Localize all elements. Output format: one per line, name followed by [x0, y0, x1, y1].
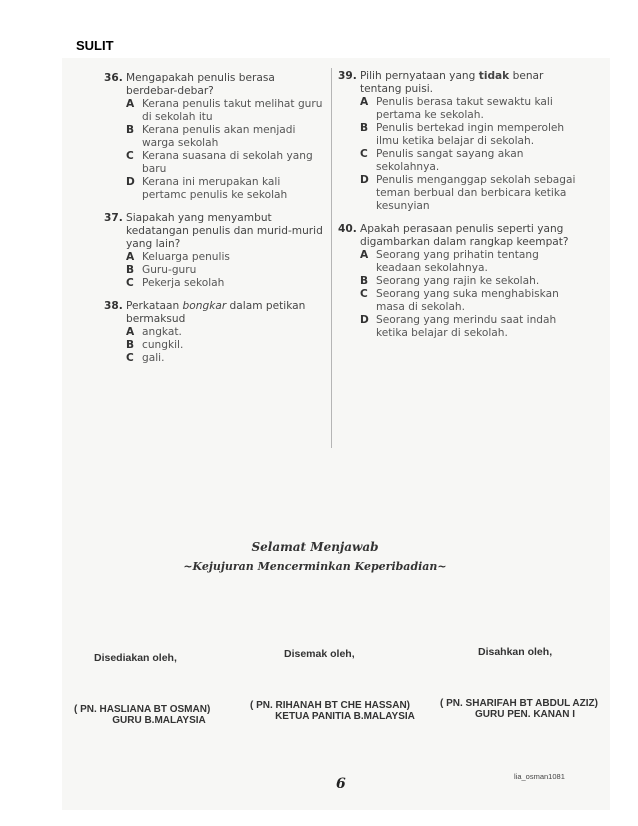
- closing-message: [150, 540, 480, 573]
- option-c: C gali.: [104, 352, 328, 365]
- option-text: Seorang yang prihatin tentang keadaan sekolahnya.: [376, 249, 539, 274]
- closing-line-2: ~Kejujuran Mencerminkan Keperibadian~: [183, 560, 447, 573]
- closing-line-1: Selamat Menjawab: [251, 540, 379, 554]
- signatory-role: GURU B.MALAYSIA: [112, 715, 206, 726]
- question-number: 38.: [104, 300, 123, 312]
- classification-label: SULIT: [76, 38, 114, 53]
- option-c: C Seorang yang suka menghabiskan masa di sekolah.: [338, 288, 582, 314]
- question-number: 40.: [338, 223, 357, 235]
- option-text: Penulis berasa takut sewaktu kali pertama ke sekolah.: [376, 96, 553, 121]
- signatory-role: GURU PEN. KANAN I: [474, 709, 575, 720]
- option-text: Pekerja sekolah: [142, 277, 225, 289]
- option-a: A Penulis berasa takut sewaktu kali pertama ke sekolah.: [338, 96, 582, 122]
- option-b: B cungkil.: [104, 339, 328, 352]
- option-c: C Penulis sangat sayang akan sekolahnya.: [338, 148, 582, 174]
- option-text: Penulis bertekad ingin memperoleh ilmu ketika belajar di sekolah.: [376, 122, 565, 147]
- option-b: B Guru-guru: [104, 264, 328, 277]
- question-39: [338, 70, 582, 213]
- question-38: [104, 300, 328, 365]
- column-divider: [331, 68, 332, 448]
- option-text: Seorang yang rajin ke sekolah.: [376, 275, 540, 287]
- option-text: Seorang yang merindu saat indah ketika belajar di sekolah.: [376, 314, 557, 339]
- question-stem: Pilih pernyataan yang tidak benar tentang puisi.: [360, 70, 544, 95]
- option-text: Keluarga penulis: [142, 251, 230, 263]
- option-text: Kerana penulis takut melihat guru di sekolah itu: [142, 98, 323, 123]
- question-40: [338, 223, 582, 340]
- option-b: B Penulis bertekad ingin memperoleh ilmu ketika belajar di sekolah.: [338, 122, 582, 148]
- question-stem: Apakah perasaan penulis seperti yang digambarkan dalam rangkap keempat?: [360, 223, 569, 248]
- emphasized-word: bongkar: [182, 300, 227, 312]
- signatory-name: ( PN. HASLIANA BT OSMAN): [74, 704, 211, 715]
- question-stem: Mengapakah penulis berasa berdebar-debar?: [126, 72, 275, 97]
- approved-by-label: Disahkan oleh,: [478, 646, 553, 658]
- option-a: A Kerana penulis takut melihat guru di sekolah itu: [104, 98, 328, 124]
- option-text: gali.: [142, 352, 165, 364]
- option-text: Guru-guru: [142, 264, 197, 276]
- option-b: B Kerana penulis akan menjadi warga sekolah: [104, 124, 328, 150]
- signatory-role: KETUA PANITIA B.MALAYSIA: [275, 711, 415, 722]
- option-c: C Kerana suasana di sekolah yang baru: [104, 150, 328, 176]
- option-text: cungkil.: [142, 339, 184, 351]
- signature-approved: [440, 698, 610, 720]
- option-d: D Penulis menganggap sekolah sebagai teman berbual dan berbicara ketika kesunyian: [338, 174, 582, 213]
- watermark: lia_osman1081: [514, 772, 565, 781]
- option-a: A Keluarga penulis: [104, 251, 328, 264]
- signature-prepared: [74, 704, 244, 726]
- option-b: B Seorang yang rajin ke sekolah.: [338, 275, 582, 288]
- emphasized-word: tidak: [478, 70, 510, 82]
- checked-by-label: Disemak oleh,: [284, 648, 355, 660]
- signatory-name: ( PN. SHARIFAH BT ABDUL AZIZ): [440, 698, 598, 709]
- prepared-by-label: Disediakan oleh,: [94, 652, 177, 664]
- question-stem: Perkataan bongkar dalam petikan bermaksud: [126, 300, 306, 325]
- signature-checked: [250, 700, 440, 722]
- option-c: C Pekerja sekolah: [104, 277, 328, 290]
- option-a: A angkat.: [104, 326, 328, 339]
- question-stem: Siapakah yang menyambut kedatangan penulis dan murid-murid yang lain?: [126, 212, 323, 250]
- right-column: [338, 70, 582, 350]
- option-text: Penulis menganggap sekolah sebagai teman berbual dan berbicara ketika kesunyian: [376, 174, 576, 212]
- option-d: D Kerana ini merupakan kali pertamc penulis ke sekolah: [104, 176, 328, 202]
- question-number: 39.: [338, 70, 357, 82]
- page-number: 6: [336, 776, 346, 792]
- question-37: [104, 212, 328, 290]
- option-text: Kerana ini merupakan kali pertamc penulis ke sekolah: [142, 176, 288, 201]
- option-text: Kerana penulis akan menjadi warga sekolah: [142, 124, 296, 149]
- left-column: [104, 72, 328, 375]
- question-36: [104, 72, 328, 202]
- option-text: Penulis sangat sayang akan sekolahnya.: [376, 148, 524, 173]
- option-d: D Seorang yang merindu saat indah ketika belajar di sekolah.: [338, 314, 582, 340]
- option-text: Kerana suasana di sekolah yang baru: [142, 150, 313, 175]
- question-number: 37.: [104, 212, 123, 224]
- question-number: 36.: [104, 72, 123, 84]
- signatory-name: ( PN. RIHANAH BT CHE HASSAN): [250, 700, 410, 711]
- option-text: Seorang yang suka menghabiskan masa di sekolah.: [376, 288, 559, 313]
- option-a: A Seorang yang prihatin tentang keadaan sekolahnya.: [338, 249, 582, 275]
- option-text: angkat.: [142, 326, 182, 338]
